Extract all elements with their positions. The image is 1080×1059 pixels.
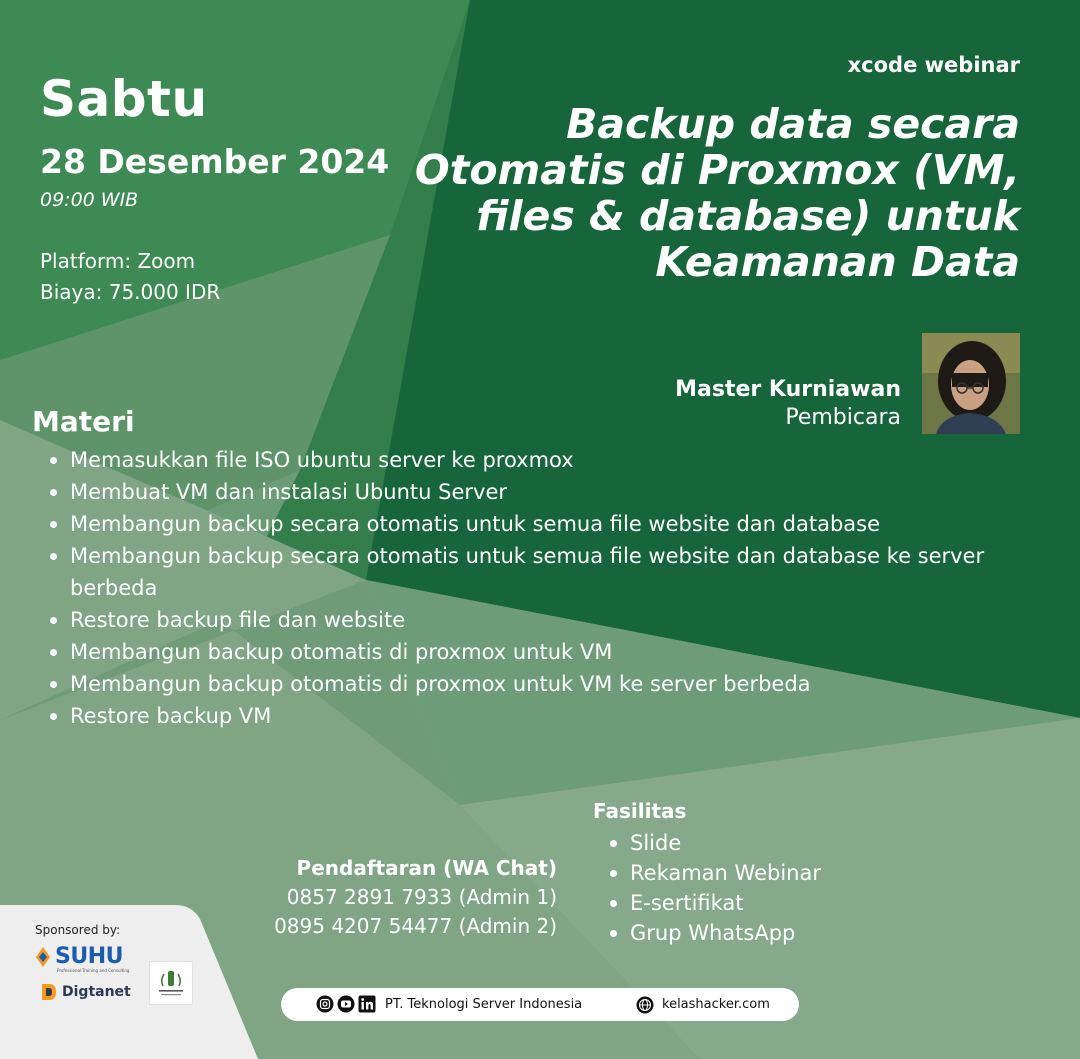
fasilitas-item: Grup WhatsApp <box>630 918 821 948</box>
registration-phone-admin-1[interactable]: 0857 2891 7933 (Admin 1) <box>286 885 557 909</box>
digtanet-d-icon <box>40 982 58 1002</box>
webinar-title: Backup data secara Otomatis di Proxmox (VM, files & database) untuk Keamanan Data <box>414 100 1020 286</box>
suhu-logo-tagline: Professional Training and Consulting <box>57 968 130 973</box>
event-info <box>40 246 220 308</box>
sponsor-logo-suhu <box>35 944 130 973</box>
speaker-photo <box>922 333 1020 434</box>
fasilitas-heading: Fasilitas <box>593 799 687 823</box>
suhu-diamond-icon <box>35 946 51 968</box>
footer-social-icons <box>316 995 376 1013</box>
materi-item: Membangun backup otomatis di proxmox untuk VM <box>70 636 1040 668</box>
sponsor-label: Sponsored by: <box>35 923 121 937</box>
speaker-role: Pembicara <box>785 405 901 430</box>
registration-heading: Pendaftaran (WA Chat) <box>296 856 557 880</box>
sponsor-logo-digtanet <box>40 982 131 1002</box>
sponsor-logo-third <box>149 961 193 1005</box>
youtube-icon[interactable] <box>337 995 355 1013</box>
footer-website-link[interactable]: kelashacker.com <box>662 997 770 1012</box>
event-time: 09:00 WIB <box>40 189 139 211</box>
materi-item: Membuat VM dan instalasi Ubuntu Server <box>70 476 1040 508</box>
event-fee: Biaya: 75.000 IDR <box>40 280 221 304</box>
materi-item: Membangun backup secara otomatis untuk semua file website dan database <box>70 508 1040 540</box>
event-platform: Platform: Zoom <box>40 249 196 273</box>
materi-item: Membangun backup secara otomatis untuk semua file website dan database ke server berbeda <box>70 540 1040 604</box>
digtanet-logo-text: Digtanet <box>62 984 131 1000</box>
materi-item: Memasukkan file ISO ubuntu server ke proxmox <box>70 444 1040 476</box>
suhu-logo-text: SUHU <box>55 944 123 969</box>
registration-phone-admin-2[interactable]: 0895 4207 54477 (Admin 2) <box>274 914 557 938</box>
hand-seal-logo <box>150 962 192 1004</box>
event-day: Sabtu <box>40 70 208 128</box>
materi-heading: Materi <box>32 405 135 438</box>
fasilitas-item: Rekaman Webinar <box>630 858 821 888</box>
materi-item: Membangun backup otomatis di proxmox untuk VM ke server berbeda <box>70 668 1040 700</box>
globe-icon <box>636 996 654 1014</box>
speaker-name: Master Kurniawan <box>675 377 901 402</box>
materi-item: Restore backup VM <box>70 700 1040 732</box>
linkedin-icon[interactable] <box>358 995 376 1013</box>
organizer-name: xcode webinar <box>847 53 1020 77</box>
footer-company: PT. Teknologi Server Indonesia <box>385 997 583 1012</box>
materi-list <box>70 444 1040 732</box>
materi-item: Restore backup file dan website <box>70 604 1040 636</box>
instagram-icon[interactable] <box>316 995 334 1013</box>
fasilitas-list <box>630 828 821 948</box>
fasilitas-item: Slide <box>630 828 821 858</box>
event-date: 28 Desember 2024 <box>40 142 390 181</box>
fasilitas-item: E-sertifikat <box>630 888 821 918</box>
